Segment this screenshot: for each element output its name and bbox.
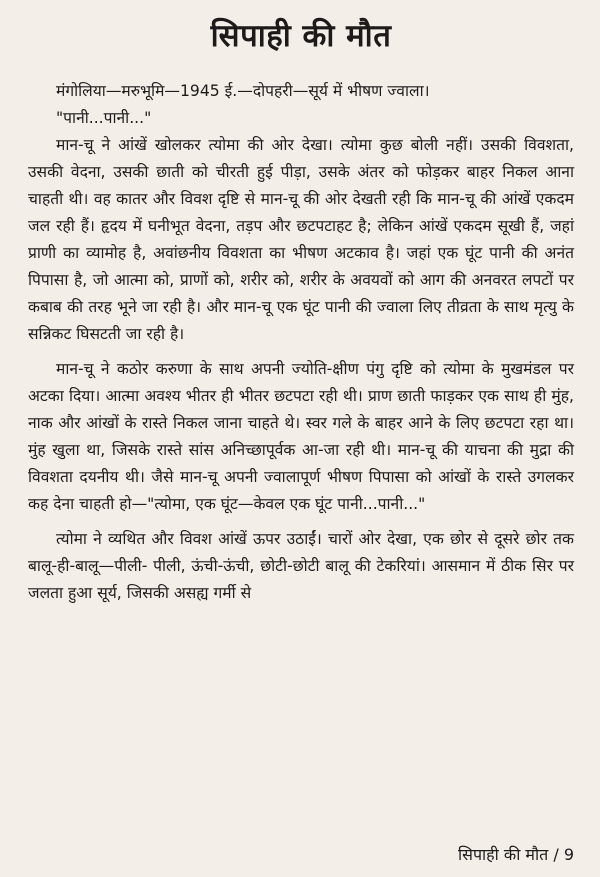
paragraph-3: त्योमा ने व्यथित और विवश आंखें ऊपर उठाईं। चारों ओर देखा, एक छोर से दूसरे छोर तक बालू-ही-बालू—पीली- पीली, ऊंची-ऊंची, छोटी-छोटी बालू की टेकरियां। आसमान में ठीक सिर पर जलता हुआ सूर्य, जिसकी असह्य गर्मी से bbox=[28, 530, 574, 602]
chapter-title: सिपाही की मौत bbox=[210, 18, 392, 54]
opening-line: मंगोलिया—मरुभूमि—1945 ई.—दोपहरी—सूर्य में भीषण ज्वाला। bbox=[56, 82, 430, 100]
dialogue-line: "पानी...पानी..." bbox=[56, 109, 152, 127]
paragraph-2: मान-चू ने कठोर करुणा के साथ अपनी ज्योति-क्षीण पंगु दृष्टि को त्योमा के मुखमंडल पर अटका दिया। आत्मा अवश्य भीतर ही भीतर छटपटा रही थी। प्राण छाती फाड़कर एक साथ ही मुंह, नाक और आंखों के रास्ते निकल जाना चाहते थे। स्वर गले के बाहर आने के लिए छटपटा रहा था। मुंह खुला था, जिसके रास्ते सांस अनिच्छापूर्वक आ-जा रही थी। मान-चू की याचना की मुद्रा की विवशता दयनीय थी। जैसे मान-चू अपनी ज्वालापूर्ण भीषण पिपासा को आंखों के रास्ते उगलकर कह देना चाहती हो—"त्योमा, एक घूंट—केवल एक घूंट पानी...पानी..." bbox=[28, 360, 574, 513]
page-footer: सिपाही की मौत / 9 bbox=[457, 845, 574, 864]
paragraph-1: मान-चू ने आंखें खोलकर त्योमा की ओर देखा। त्योमा कुछ बोली नहीं। उसकी विवशता, उसकी वेदना, उसकी छाती को चीरती हुई पीड़ा, उसके अंतर को फोड़कर बाहर निकल आना चाहती थी। वह कातर और विवश दृष्टि से मान-चू की ओर देखती रही कि मान-चू की आंखें एकदम जल रही हैं। हृदय में घनीभूत वेदना, तड़प और छटपटाहट है; लेकिन आंखें एकदम सूखी हैं, जहां प्राणी का व्यामोह है, अवांछनीय विवशता का भीषण अटकाव है। जहां एक घूंट पानी की अनंत पिपासा है, जो आत्मा को, प्राणों को, शरीर को, शरीर के अवयवों को आग की अनवरत लपटों पर कबाब की तरह भूने जा रही है। और मान-चू एक घूंट पानी की ज्वाला लिए तीव्रता के साथ मृत्यु के सन्निकट घिसटती जा रही है। bbox=[28, 136, 574, 343]
